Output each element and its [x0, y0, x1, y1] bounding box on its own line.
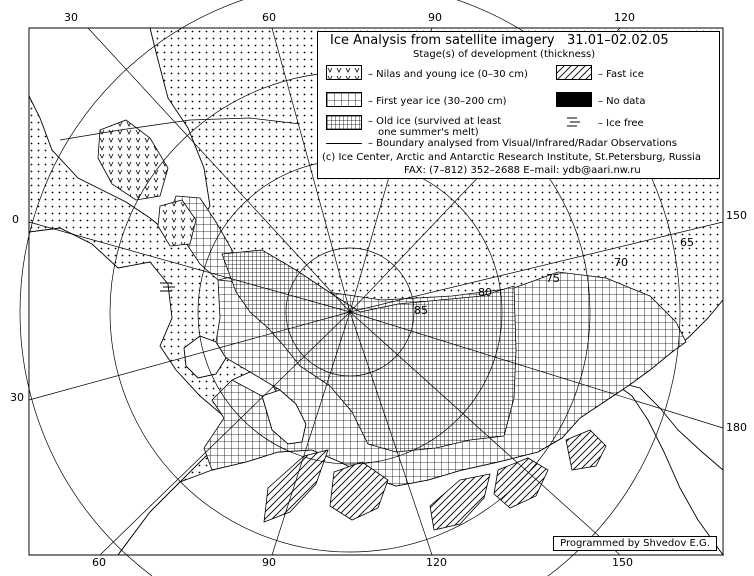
lon-label-top-30: 30: [64, 11, 78, 24]
swatch-fast-ice: [556, 65, 592, 80]
lon-label-right-180: 180: [726, 421, 747, 434]
contact-text: FAX: (7–812) 352–2688 E–mail: ydb@aari.nw.ru: [404, 165, 641, 176]
lat-label-75: 75: [546, 272, 560, 285]
swatch-old-ice: [326, 115, 362, 130]
legend-title: [330, 33, 669, 48]
lon-label-bottom-60: 60: [92, 556, 106, 569]
legend-label-nilas: – Nilas and young ice (0–30 cm): [368, 69, 528, 80]
date-range: 31.01–02.02.05: [567, 33, 669, 48]
lon-label-bottom-90: 90: [262, 556, 276, 569]
swatch-boundary-line: [326, 143, 362, 144]
lat-label-80: 80: [478, 286, 492, 299]
legend-label-boundary: – Boundary analysed from Visual/Infrared/Radar Observations: [368, 138, 677, 149]
legend-label-no-data: – No data: [598, 96, 646, 107]
programmer-credit: Programmed by Shvedov E.G.: [553, 536, 717, 551]
lon-label-top-90: 90: [428, 11, 442, 24]
institution-text: (c) Ice Center, Arctic and Antarctic Research Institute, St.Petersburg, Russia: [322, 152, 701, 163]
map-title: Ice Analysis from satellite imagery: [330, 33, 555, 48]
lon-label-top-60: 60: [262, 11, 276, 24]
lon-label-left-30: 30: [10, 391, 24, 404]
lon-label-bottom-150: 150: [612, 556, 633, 569]
legend-subtitle: Stage(s) of development (thickness): [413, 49, 596, 60]
lon-label-bottom-120: 120: [426, 556, 447, 569]
legend-label-fast-ice: – Fast ice: [598, 69, 644, 80]
legend-label-old-ice: – Old ice (survived at least one summer's melt): [368, 116, 502, 138]
swatch-first-year: [326, 92, 362, 107]
legend-label-first-year: – First year ice (30–200 cm): [368, 96, 507, 107]
lon-label-right-150: 150: [726, 209, 747, 222]
lat-label-85: 85: [414, 304, 428, 317]
lon-label-left-0: 0: [12, 213, 19, 226]
legend-label-ice-free: – Ice free: [598, 118, 644, 129]
lon-label-top-120: 120: [614, 11, 635, 24]
swatch-nilas: [326, 65, 362, 80]
lat-label-70: 70: [614, 256, 628, 269]
legend-box: [317, 31, 720, 179]
swatch-ice-free: [564, 114, 584, 128]
lat-label-65: 65: [680, 236, 694, 249]
swatch-no-data: [556, 92, 592, 107]
